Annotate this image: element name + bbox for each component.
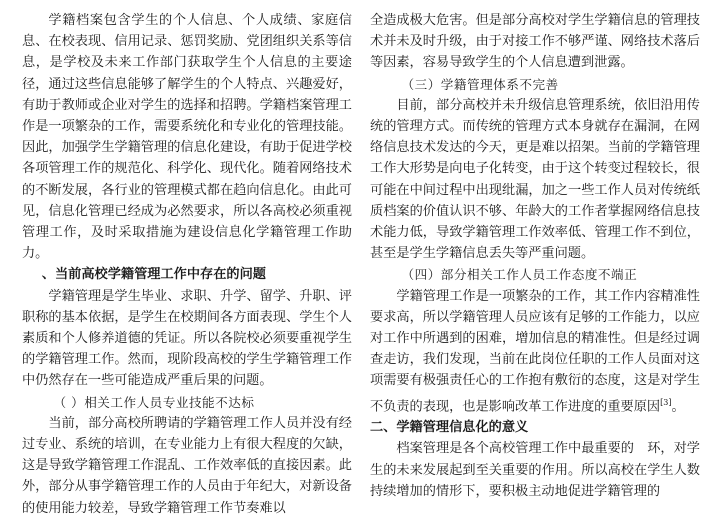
section-heading: 二、学籍管理信息化的意义 [370, 420, 529, 436]
paragraph: 学籍档案包含学生的个人信息、个人成绩、家庭信息、在校表现、信用记录、惩罚奖励、党团组织关系等信息，是学校及未来工作部门获取学生个人信息的主要途径，通过这些信息能够了解学生的个人特点、兴趣爱好，有助于教师或企业对学生的选择和招聘。学籍档案管理工作是一项繁杂的工作，需要系统化和专业化的管理技能。因此，加强学生学籍管理的信息化建设，有助于促进学校各项管理工作的规范化、科学化、现代化。随着网络技术的不断发展，各行业的管理模式都在趋向信息化。由此可见，信息化管理已经成为必然要求，所以各高校必须重视管理工作，及时采取措施为建设信息化学籍管理工作助力。 [22, 13, 352, 262]
paragraph: 档案管理是各个高校管理工作中最重要的 环，对学生的未来发展起到至关重要的作用。所以高校在学生人数持续增加的情形下，要积极主动地促进学籍管理的 [370, 441, 700, 499]
subsection-heading: （三）学籍管理体系不完善 [401, 76, 559, 92]
subsection-heading: （ ）相关工作人员专业技能不达标 [53, 394, 255, 410]
paragraph-end: 。 [671, 399, 685, 415]
paragraph [370, 286, 700, 418]
left-column [22, 10, 352, 519]
paragraph: 目前，部分高校并未升级信息管理系统，依旧沿用传统的管理方式。而传统的管理方式本身就存在漏洞，在网络信息技术发达的今天，更是难以招架。当前的学籍管理工作大形势是向电子化转变，由于这个转变过程较长，很可能在中间过程中出现纰漏，加之一些工作人员对传统纸质档案的价值认识不够、年龄大的工作者掌握网络信息技术能力低，导致学籍管理工作效率低、管理工作不到位，甚至是学生学籍信息丢失等严重问题。 [370, 97, 700, 262]
paragraph: 学籍管理是学生毕业、求职、升学、留学、升职、评职称的基本依据，是学生在校期间各方面表现、学生个人素质和个人修养道德的凭证。所以各院校必须要重视学生的学籍管理工作。然而，现阶段高校的学生学籍管理工作中仍然存在一些可能造成严重后果的问题。 [22, 288, 352, 389]
reference-mark: [3] [660, 397, 672, 407]
subsection-heading: （四）部分相关工作人员工作态度不端正 [401, 267, 638, 283]
right-column [370, 10, 700, 502]
paragraph-text: 学籍管理工作是一项繁杂的工作，其工作内容精准性要求高，所以学籍管理人员应该有足够的工作能力，以应对工作中所遇到的困难，增加信息的精准性。但是经过调查走访，我们发现，当前在此岗位任职的工作人员面对这项需要有极强责任心的工作抱有敷衍的态度，这是对学生不负责的表现，也是影响改革工作进度的重要原因 [370, 288, 700, 415]
section-heading: 、当前高校学籍管理工作中存在的问题 [41, 267, 266, 283]
paragraph: 全造成极大危害。但是部分高校对学生学籍信息的管理技术并未及时升级，由于对接工作不够严谨、网络技术落后等因素，容易导致学生的个人信息遭到泄露。 [370, 13, 700, 71]
paragraph: 当前，部分高校所聘请的学籍管理工作人员并没有经过专业、系统的培训，在专业能力上有很大程度的欠缺，这是导致学籍管理工作混乱、工作效率低的直接因素。此外，部分从事学籍管理工作的人员由于年纪大，对新设备的使用能力较差，导致学籍管理工作节奏难以 [22, 415, 352, 516]
